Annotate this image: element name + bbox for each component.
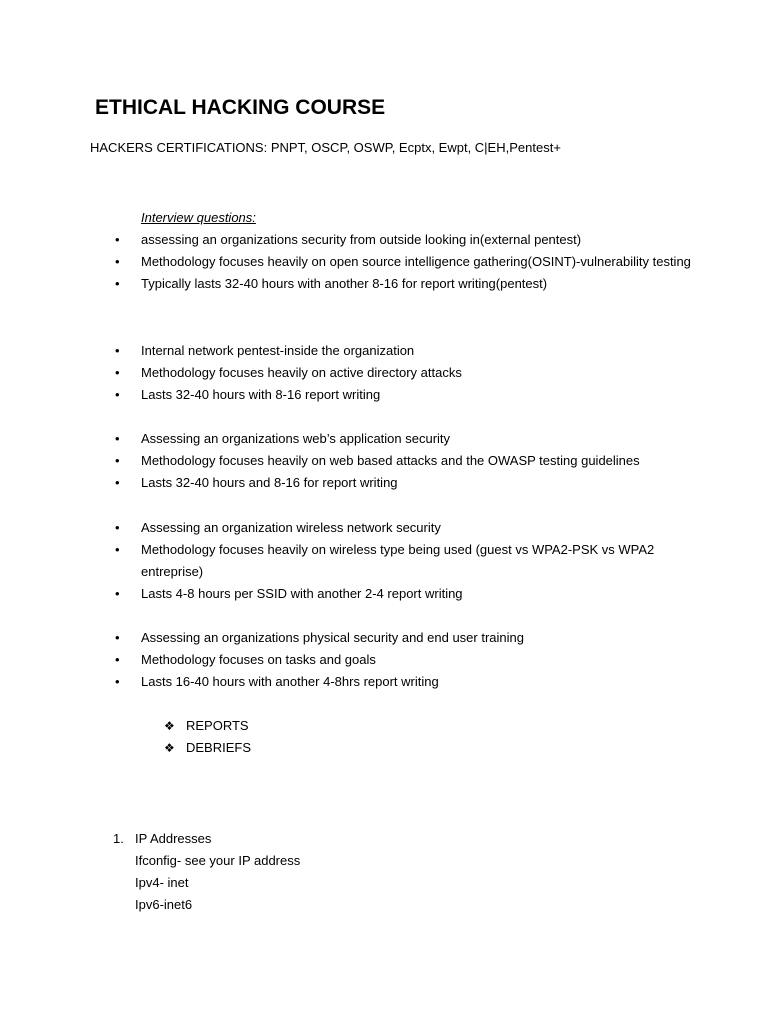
list-item-text: Internal network pentest-inside the organization	[141, 343, 415, 358]
list-item-text: Assessing an organizations physical security and end user training	[141, 630, 524, 645]
bullet-icon: •	[115, 652, 120, 667]
list-item	[0, 428, 768, 450]
bullet-icon: •	[115, 520, 120, 535]
list-item-text: Methodology focuses heavily on wireless type being used (guest vs WPA2-PSK vs WPA2 entreprise)	[141, 542, 655, 579]
list-item-text: Assessing an organization wireless network security	[141, 520, 441, 535]
list-item	[0, 340, 768, 362]
bullet-group-physical	[0, 627, 768, 693]
bullet-group-external	[0, 229, 768, 295]
list-item	[0, 229, 768, 251]
list-item-text: Lasts 32-40 hours with 8-16 report writing	[141, 387, 381, 402]
bullet-group-web	[0, 428, 768, 494]
diamond-list	[0, 715, 768, 759]
list-item-text: Assessing an organizations web’s application security	[141, 431, 451, 446]
numbered-item-line: Ipv6-inet6	[135, 897, 193, 912]
list-item-text: REPORTS	[186, 718, 249, 733]
list-item-text: Lasts 32-40 hours and 8-16 for report writing	[141, 475, 398, 490]
list-item	[0, 715, 768, 737]
bullet-icon: •	[115, 232, 120, 247]
list-item	[0, 517, 768, 539]
bullet-group-internal	[0, 340, 768, 406]
list-item	[0, 737, 768, 759]
bullet-icon: •	[115, 586, 120, 601]
bullet-icon: •	[115, 630, 120, 645]
list-number: 1.	[113, 831, 124, 846]
list-item	[0, 671, 768, 693]
numbered-list	[0, 828, 768, 916]
interview-questions-heading: Interview questions:	[141, 210, 256, 225]
list-item	[0, 251, 768, 273]
diamond-bullet-icon: ❖	[164, 719, 175, 733]
list-item	[0, 362, 768, 384]
list-item-text: Methodology focuses heavily on active directory attacks	[141, 365, 462, 380]
bullet-icon: •	[115, 387, 120, 402]
list-item	[0, 649, 768, 671]
list-item-text: Methodology focuses on tasks and goals	[141, 652, 376, 667]
list-item	[0, 627, 768, 649]
bullet-icon: •	[115, 276, 120, 291]
bullet-icon: •	[115, 365, 120, 380]
list-item	[0, 472, 768, 494]
list-item-text: DEBRIEFS	[186, 740, 252, 755]
list-item	[0, 450, 768, 472]
bullet-icon: •	[115, 431, 120, 446]
bullet-icon: •	[115, 475, 120, 490]
bullet-icon: •	[115, 453, 120, 468]
numbered-item-line: Ifconfig- see your IP address	[135, 853, 301, 868]
list-item	[0, 539, 768, 583]
diamond-bullet-icon: ❖	[164, 741, 175, 755]
numbered-item-line: Ipv4- inet	[135, 875, 189, 890]
document-title: ETHICAL HACKING COURSE	[95, 96, 386, 119]
list-item-text: Lasts 4-8 hours per SSID with another 2-4 report writing	[141, 586, 463, 601]
list-item-text: Methodology focuses heavily on web based attacks and the OWASP testing guidelines	[141, 453, 640, 468]
bullet-icon: •	[115, 254, 120, 269]
list-item-text: Methodology focuses heavily on open source intelligence gathering(OSINT)-vulnerability testing	[141, 254, 691, 269]
list-item	[0, 273, 768, 295]
list-item-text: assessing an organizations security from outside looking in(external pentest)	[141, 232, 582, 247]
list-item	[0, 583, 768, 605]
bullet-icon: •	[115, 343, 120, 358]
numbered-item-heading: IP Addresses	[135, 831, 212, 846]
list-item	[0, 384, 768, 406]
list-item-text: Lasts 16-40 hours with another 4-8hrs report writing	[141, 674, 439, 689]
bullet-group-wireless	[0, 517, 768, 605]
certifications-line: HACKERS CERTIFICATIONS: PNPT, OSCP, OSWP, Ecptx, Ewpt, C|EH,Pentest+	[90, 140, 561, 155]
bullet-icon: •	[115, 674, 120, 689]
bullet-icon: •	[115, 542, 120, 557]
list-item-text: Typically lasts 32-40 hours with another 8-16 for report writing(pentest)	[141, 276, 548, 291]
